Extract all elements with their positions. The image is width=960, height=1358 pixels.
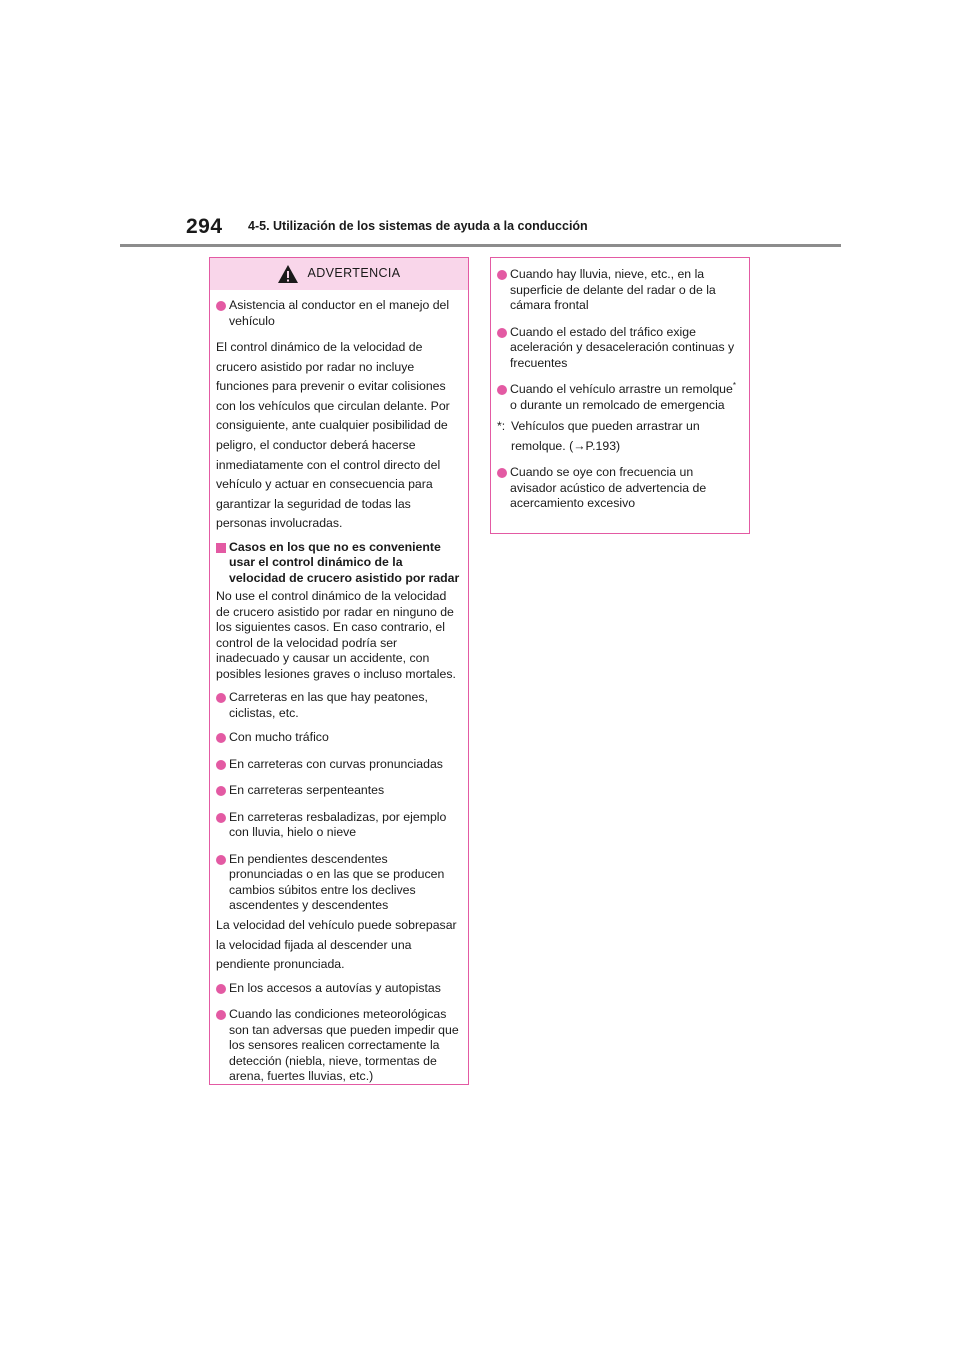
subheading — [216, 540, 462, 587]
bullet-text: En pendientes descendentes pronunciadas o en las que se producen cambios súbitos entre los declives ascendentes y descendentes — [229, 851, 445, 913]
list-item — [497, 382, 743, 413]
warning-content — [210, 290, 468, 1085]
bullet-text: Cuando se oye con frecuencia un avisador acústico de advertencia de acercamiento excesivo — [510, 465, 707, 510]
list-item — [216, 1007, 462, 1085]
bullet-dot-icon — [497, 385, 507, 395]
bullet-text: En carreteras serpenteantes — [229, 783, 385, 798]
list-item — [216, 730, 462, 746]
bullet-dot-icon — [216, 733, 226, 743]
page-number: 294 — [186, 215, 223, 238]
paragraph-speed: La velocidad del vehículo puede sobrepasar la velocidad fijada al descender una pendiente pronunciada. — [216, 917, 457, 972]
bullet-text: Cuando el estado del tráfico exige aceleración y desaceleración continuas y frecuentes — [510, 324, 735, 370]
list-item — [216, 981, 462, 997]
bullet-text: En carreteras resbaladizas, por ejemplo con lluvia, hielo o nieve — [229, 809, 447, 840]
bullet-dot-icon — [497, 270, 507, 280]
bullet-dot-icon — [216, 855, 226, 865]
bullet-text: Cuando hay lluvia, nieve, etc., en la superficie de delante del radar o de la cámara frontal — [510, 267, 716, 312]
bullet-dot-icon — [216, 984, 226, 994]
header-divider — [120, 244, 841, 247]
list-item — [497, 267, 743, 314]
bullet-text — [510, 382, 736, 412]
bullet-dot-icon — [497, 328, 507, 338]
list-item — [216, 852, 462, 914]
bullet-text: Carreteras en las que hay peatones, ciclistas, etc. — [229, 690, 428, 720]
bullet-text-part: Cuando el vehículo arrastre un remolque — [510, 382, 733, 396]
list-item — [216, 757, 462, 773]
bullet-dot-icon — [216, 1010, 226, 1020]
bullet-text: Asistencia al conductor en el manejo del vehículo — [229, 298, 450, 328]
footnote-marker: * — [732, 380, 736, 390]
warning-title: ADVERTENCIA — [307, 266, 401, 281]
warning-box — [209, 257, 469, 1085]
square-bullet-icon — [216, 543, 226, 553]
footnote-text: Vehículos que pueden arrastrar un remolque. (→P.193) — [511, 419, 700, 453]
bullet-dot-icon — [497, 468, 507, 478]
list-item — [497, 325, 743, 372]
subheading-text: Casos en los que no es conveniente usar el control dinámico de la velocidad de crucero asistido por radar — [229, 539, 460, 585]
warning-header — [210, 258, 468, 290]
list-item — [216, 783, 462, 799]
list-item — [497, 465, 743, 512]
warning-box-continued — [490, 257, 750, 534]
bullet-dot-icon — [216, 786, 226, 796]
footnote — [497, 416, 743, 456]
bullet-dot-icon — [216, 813, 226, 823]
warning-triangle-icon — [277, 264, 299, 284]
bullet-text: Cuando las condiciones meteorológicas son tan adversas que pueden impedir que los sensores realicen correctamente la detección (niebla, nieve, tormentas de arena, fuertes lluvias, etc.) — [229, 1007, 459, 1084]
list-item — [216, 690, 462, 721]
warning-content-continued — [491, 262, 749, 512]
footnote-mark: *: — [497, 419, 506, 433]
bullet-text: En los accesos a autovías y autopistas — [229, 980, 441, 995]
section-title: 4-5. Utilización de los sistemas de ayuda a la conducción — [248, 219, 588, 233]
bullet-text: En carreteras con curvas pronunciadas — [229, 756, 443, 771]
list-item — [216, 298, 462, 329]
bullet-dot-icon — [216, 693, 226, 703]
bullet-dot-icon — [216, 301, 226, 311]
bullet-dot-icon — [216, 760, 226, 770]
bullet-text: Con mucho tráfico — [229, 730, 329, 745]
bullet-text-part: o durante un remolcado de emergencia — [510, 397, 725, 412]
paragraph-assist: El control dinámico de la velocidad de crucero asistido por radar no incluye funciones para prevenir o evitar colisiones con los vehículos que circulan delante. Por consiguiente, ante cualquier posibilidad de peligro, el conductor deberá hacerse inmediatamente con el control directo del vehículo y actuar en consecuencia para garantizar la seguridad de todas las personas involucradas. — [216, 340, 450, 531]
paragraph-cases: No use el control dinámico de la velocidad de crucero asistido por radar en ninguno de los siguientes casos. En caso contrario, el control de la velocidad podría ser inadecuado y causar un accidente, con posibles lesiones graves o incluso mortales. — [216, 589, 456, 681]
list-item — [216, 810, 462, 841]
